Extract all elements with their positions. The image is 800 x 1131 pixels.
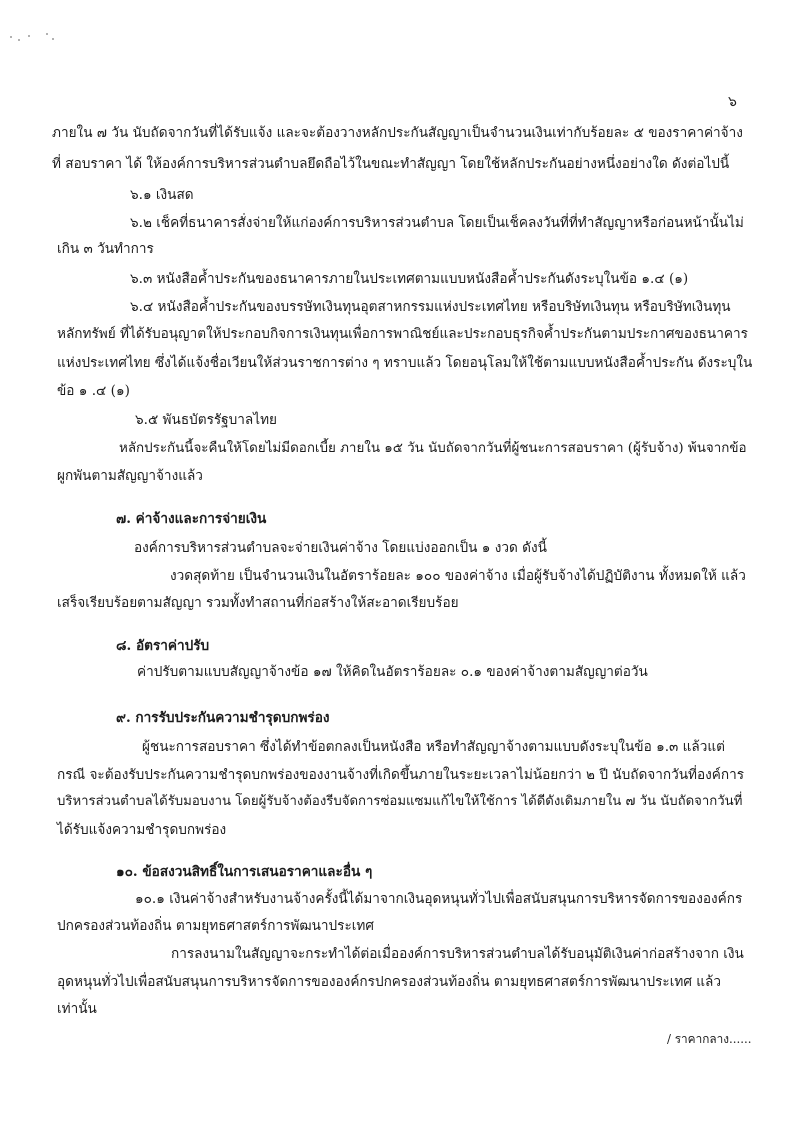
- list-item: ๖.๓ หนังสือค้ำประกันของธนาคารภายในประเทศตามแบบหนังสือค้ำประกันดังระบุในข้อ ๑.๔ (๑): [130, 271, 689, 287]
- body-line: แห่งประเทศไทย ซึ่งได้แจ้งชื่อเวียนให้ส่วนราชการต่าง ๆ ทราบแล้ว โดยอนุโลมให้ใช้ตามแบบหนังสือค้ำประกัน ดังระบุใน: [57, 355, 753, 371]
- section-heading: ๑๐. ข้อสงวนสิทธิ์ในการเสนอราคาและอื่น ๆ: [116, 864, 373, 880]
- body-line: ผูกพันตามสัญญาจ้างแล้ว: [57, 468, 203, 484]
- page-number: ๖: [728, 94, 737, 110]
- list-item: ๖.๔ หนังสือค้ำประกันของบรรษัทเงินทุนอุตสาหกรรมแห่งประเทศไทย หรือบริษัทเงินทุน หรือบริษัทเงินทุน: [130, 299, 731, 315]
- section-heading: ๗. ค่าจ้างและการจ่ายเงิน: [116, 511, 267, 527]
- list-item: ๑๐.๑ เงินค่าจ้างสำหรับงานจ้างครั้งนี้ได้มาจากเงินอุดหนุนทั่วไปเพื่อสนับสนุนการบริหารจัดการขององค์กร: [135, 891, 743, 907]
- body-line: กรณี จะต้องรับประกันความชำรุดบกพร่องของงานจ้างที่เกิดขึ้นภายในระยะเวลาไม่น้อยกว่า ๒ ปี นับถัดจากวันที่องค์การ: [57, 767, 745, 783]
- body-line: ผู้ชนะการสอบราคา ซึ่งได้ทำข้อตกลงเป็นหนังสือ หรือทำสัญญาจ้างตามแบบดังระบุในข้อ ๑.๓ แล้วแต่: [142, 739, 725, 755]
- body-line: งวดสุดท้าย เป็นจำนวนเงินในอัตราร้อยละ ๑๐๐ ของค่าจ้าง เมื่อผู้รับจ้างได้ปฏิบัติงาน ทั้งหมดให้ แล้ว: [170, 568, 746, 584]
- section-heading: ๙. การรับประกันความชำรุดบกพร่อง: [116, 710, 330, 726]
- continuation-note: / ราคากลาง......: [667, 1032, 752, 1046]
- section-heading: ๘. อัตราค่าปรับ: [116, 638, 210, 654]
- body-line: ได้รับแจ้งความชำรุดบกพร่อง: [57, 822, 227, 838]
- body-line: ปกครองส่วนท้องถิ่น ตามยุทธศาสตร์การพัฒนาประเทศ: [57, 918, 375, 934]
- body-line: ที่ สอบราคา ได้ ให้องค์การบริหารส่วนตำบลยึดถือไว้ในขณะทำสัญญา โดยใช้หลักประกันอย่างหนึ่งอย่างใด ดังต่อไปนี้: [52, 156, 730, 172]
- list-item: ๖.๑ เงินสด: [130, 187, 194, 203]
- body-line: การลงนามในสัญญาจะกระทำได้ต่อเมื่อองค์การบริหารส่วนตำบลได้รับอนุมัติเงินค่าก่อสร้างจาก เงิน: [171, 946, 744, 962]
- body-line: เท่านั้น: [57, 1001, 97, 1017]
- body-line: องค์การบริหารส่วนตำบลจะจ่ายเงินค่าจ้าง โดยแบ่งออกเป็น ๑ งวด ดังนี้: [134, 540, 547, 556]
- body-line: เกิน ๓ วันทำการ: [57, 241, 154, 257]
- body-line: หลักประกันนี้จะคืนให้โดยไม่มีดอกเบี้ย ภายใน ๑๕ วัน นับถัดจากวันที่ผู้ชนะการสอบราคา (ผู้รับจ้าง) พ้นจากข้อ: [119, 441, 747, 456]
- list-item: ๖.๒ เช็คที่ธนาคารสั่งจ่ายให้แก่องค์การบริหารส่วนตำบล โดยเป็นเช็คลงวันที่ที่ทำสัญญาหรือก่อนหน้านั้นไม่: [130, 215, 744, 231]
- body-line: บริหารส่วนตำบลได้รับมอบงาน โดยผู้รับจ้างต้องรีบจัดการซ่อมแซมแก้ไขให้ใช้การ ได้ดีดังเดิมภายใน ๗ วัน นับถัดจากวันที่: [57, 794, 743, 809]
- list-item: ๖.๕ พันธบัตรรัฐบาลไทย: [135, 412, 278, 428]
- body-line: หลักทรัพย์ ที่ได้รับอนุญาตให้ประกอบกิจการเงินทุนเพื่อการพาณิชย์และประกอบธุรกิจค้ำประกันตามประกาศของธนาคาร: [57, 326, 748, 342]
- body-line: เสร็จเรียบร้อยตามสัญญา รวมทั้งทำสถานที่ก่อสร้างให้สะอาดเรียบร้อย: [57, 595, 459, 611]
- body-line: ค่าปรับตามแบบสัญญาจ้างข้อ ๑๗ ให้คิดในอัตราร้อยละ ๐.๑ ของค่าจ้างตามสัญญาต่อวัน: [137, 664, 648, 680]
- body-line: อุดหนุนทั่วไปเพื่อสนับสนุนการบริหารจัดการขององค์กรปกครองส่วนท้องถิ่น ตามยุทธศาสตร์การพัฒนาประเทศ แล้ว: [57, 974, 722, 990]
- body-line: ภายใน ๗ วัน นับถัดจากวันที่ได้รับแจ้ง และจะต้องวางหลักประกันสัญญาเป็นจำนวนเงินเท่ากับร้อยละ ๕ ของราคาค่าจ้าง: [52, 125, 743, 141]
- scan-artifact: [6, 30, 66, 50]
- body-line: ข้อ ๑ .๔ (๑): [57, 383, 130, 399]
